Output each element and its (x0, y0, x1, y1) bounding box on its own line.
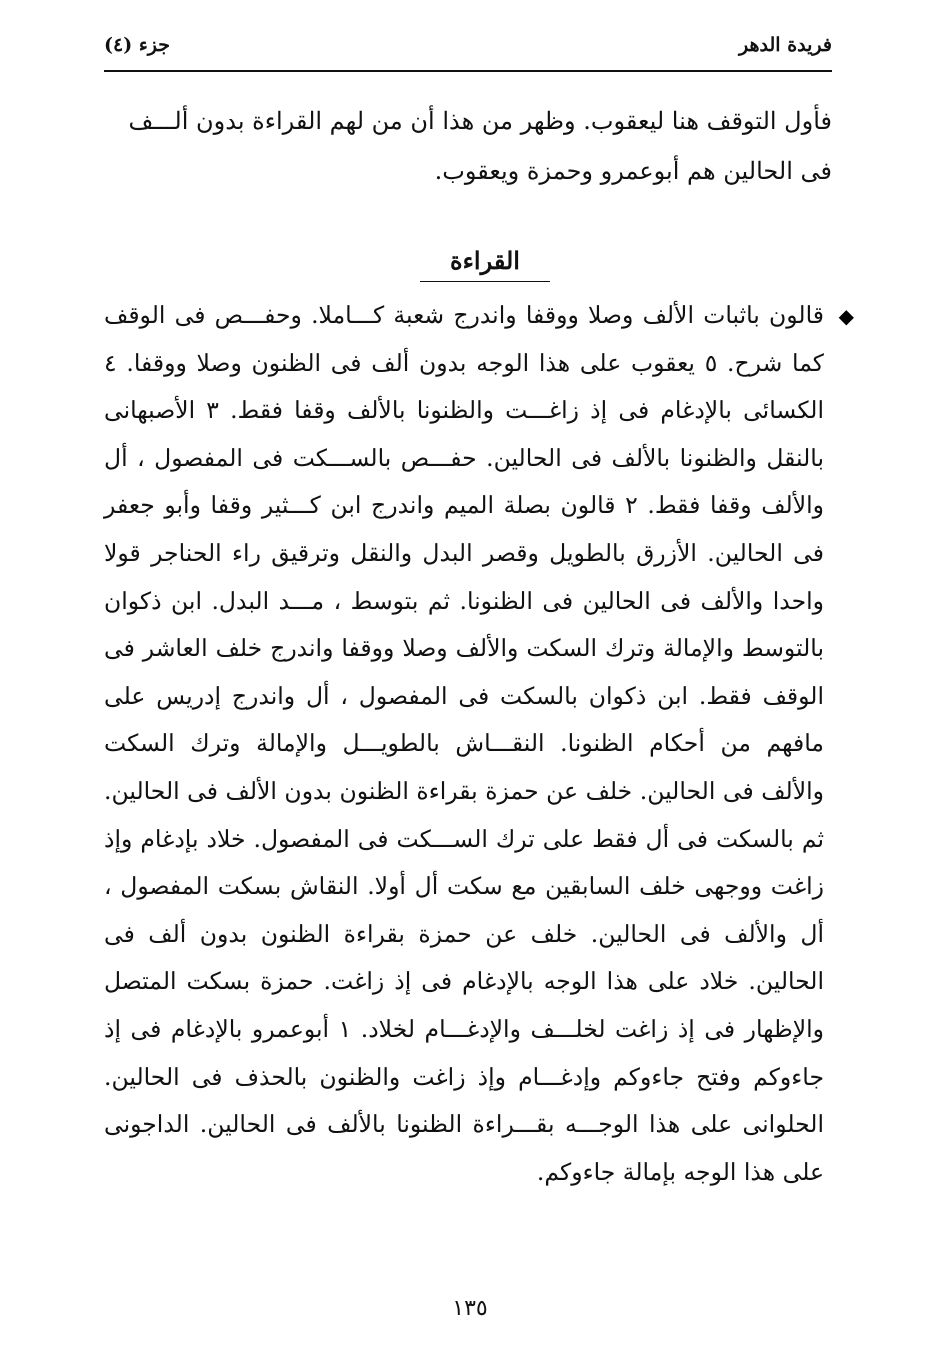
section-title: القراءة (420, 246, 550, 282)
intro-paragraph: فأول التوقف هنا ليعقوب. وظهر من هذا أن من لهم القراءة بدون ألـــف فى الحالين هم أبوعمرو وحمزة ويعقوب. (128, 107, 832, 185)
page-number: ١٣٥ (452, 1296, 488, 1321)
book-title: فريدة الدهر (739, 34, 832, 56)
volume-label: جزء (٤) (104, 34, 170, 56)
body-section (104, 292, 854, 1196)
body-paragraph (104, 292, 854, 1196)
page-header (104, 30, 832, 72)
body-text: قالون باثبات الألف وصلا ووقفا واندرج شعبة كـــاملا. وحفـــص فى الوقف كما شرح. ٥ يعقوب على هذا الوجه بدون ألف فى الظنون وصلا ووقفا. ٤ الكسائى بالإدغام فى إذ زاغـــت والظنونا بالألف وقفا فقط. ٣ الأصبهانى بالنقل والظنونا بالألف فى الحالين. حفـــص بالســـكت فى المفصول ، أل والألف وقفا فقط. ٢ قالون بصلة الميم واندرج ابن كـــثير وقفا وأبو جعفر فى الحالين. الأزرق بالطويل وقصر البدل والنقل وترقيق راء الحناجر قولا واحدا والألف فى الحالين فى الظنونا. ثم بتوسط ، مـــد البدل. ابن ذكوان بالتوسط والإمالة وترك السكت والألف وصلا ووقفا واندرج خلف العاشر فى الوقف فقط. ابن ذكوان بالسكت فى المفصول ، أل واندرج إدريس على مافهم من أحكام الظنونا. النقـــاش بالطويـــل والإمالة وترك السكت والألف فى الحالين. خلف عن حمزة بقراءة الظنون بدون الألف فى الحالين. ثم بالسكت فى أل فقط على ترك الســـكت فى المفصول. خلاد بإدغام وإذ زاغت ووجهى خلف السابقين مع سكت أل أولا. النقاش بسكت المفصول ، أل والألف فى الحالين. خلف عن حمزة بقراءة الظنون بدون ألف فى الحالين. خلاد على هذا الوجه بالإدغام فى إذ زاغت. حمزة بسكت المتصل والإظهار فى إذ زاغت لخلـــف والإدغـــام لخلاد. ١ أبوعمرو بالإدغام فى إذ جاءوكم وفتح جاءوكم وإدغـــام وإذ زاغت والظنون بالحذف فى الحالين. الحلوانى على هذا الوجـــه بقـــراءة الظنونا بالألف فى الحالين. الداجونى على هذا الوجه بإمالة جاءوكم. (104, 301, 824, 1186)
diamond-bullet-icon: ◆ (838, 304, 854, 328)
